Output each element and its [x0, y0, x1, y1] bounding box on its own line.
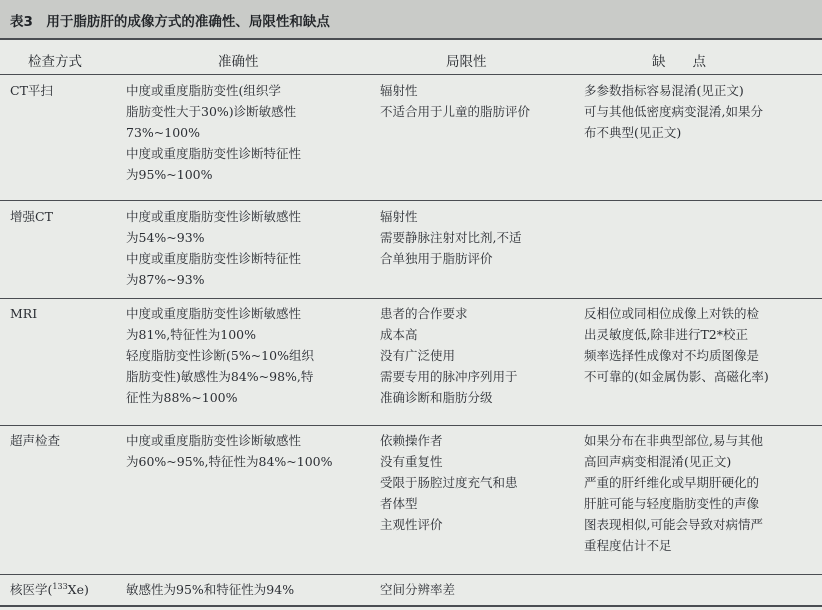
row-mri-method: MRI	[10, 306, 38, 321]
row-ultrasound-method: 超声检查	[10, 433, 61, 448]
row-contrast-ct-accuracy: 中度或重度脂肪变性诊断敏感性 为54%~93% 中度或重度脂肪变性诊断特征性 为87%~93%	[126, 209, 302, 287]
header-method: 检查方式	[28, 54, 82, 70]
row-mri-accuracy: 中度或重度脂肪变性诊断敏感性 为81%,特征性为100% 轻度脂肪变性诊断(5%~10%组织 脂肪变性)敏感性为84%~98%,特 征性为88%~100%	[126, 306, 314, 405]
header-drawback: 缺 点	[652, 54, 706, 70]
row-divider-3	[0, 425, 822, 426]
row-ultrasound-limitation: 依赖操作者 没有重复性 受限于肠腔过度充气和患 者体型 主观性评价	[380, 433, 518, 532]
row-divider-1	[0, 200, 822, 201]
row-ultrasound-accuracy: 中度或重度脂肪变性诊断敏感性 为60%~95%,特征性为84%~100%	[126, 433, 333, 469]
row-ct-limitation: 辐射性 不适合用于儿童的脂肪评价	[380, 83, 531, 119]
row-ct-drawback: 多参数指标容易混淆(见正文) 可与其他低密度病变混淆,如果分 布不典型(见正文)	[584, 83, 763, 140]
row-contrast-ct-limitation: 辐射性 需要静脉注射对比剂,不适 合单独用于脂肪评价	[380, 209, 522, 266]
row-mri-limitation: 患者的合作要求 成本高 没有广泛使用 需要专用的脉冲序列用于 准确诊断和脂肪分级	[380, 306, 518, 405]
bottom-rule	[0, 605, 822, 607]
header-limitation: 局限性	[446, 54, 487, 70]
row-ct-method: CT平扫	[10, 83, 53, 98]
row-ultrasound-drawback: 如果分布在非典型部位,易与其他 高回声病变相混淆(见正文) 严重的肝纤维化或早期肝硬化的 肝脏可能与轻度脂肪变性的声像 图表现相似,可能会导致对病情严 重程度估计不足	[584, 433, 763, 553]
row-divider-2	[0, 298, 822, 299]
row-nuclear-method: 核医学($^{133}$Xe)	[10, 581, 89, 597]
row-mri-drawback: 反相位或同相位成像上对铁的检 出灵敏度低,除非进行T2*校正 频率选择性成像对不均质图像是 不可靠的(如金属伪影、高磁化率)	[584, 306, 769, 384]
header-accuracy: 准确性	[218, 54, 259, 70]
row-nuclear-limitation: 空间分辨率差	[380, 582, 456, 597]
header-rule	[0, 74, 822, 75]
table-title: 表3 用于脂肪肝的成像方式的准确性、局限性和缺点	[10, 14, 330, 30]
top-rule	[0, 38, 822, 40]
row-ct-accuracy: 中度或重度脂肪变性(组织学 脂肪变性大于30%)诊断敏感性 73%~100% 中度或重度脂肪变性诊断特征性 为95%~100%	[126, 83, 302, 182]
row-divider-4	[0, 574, 822, 575]
table-title-bar	[0, 0, 822, 38]
row-contrast-ct-method: 增强CT	[10, 209, 53, 224]
row-nuclear-accuracy: 敏感性为95%和特征性为94%	[126, 582, 295, 597]
